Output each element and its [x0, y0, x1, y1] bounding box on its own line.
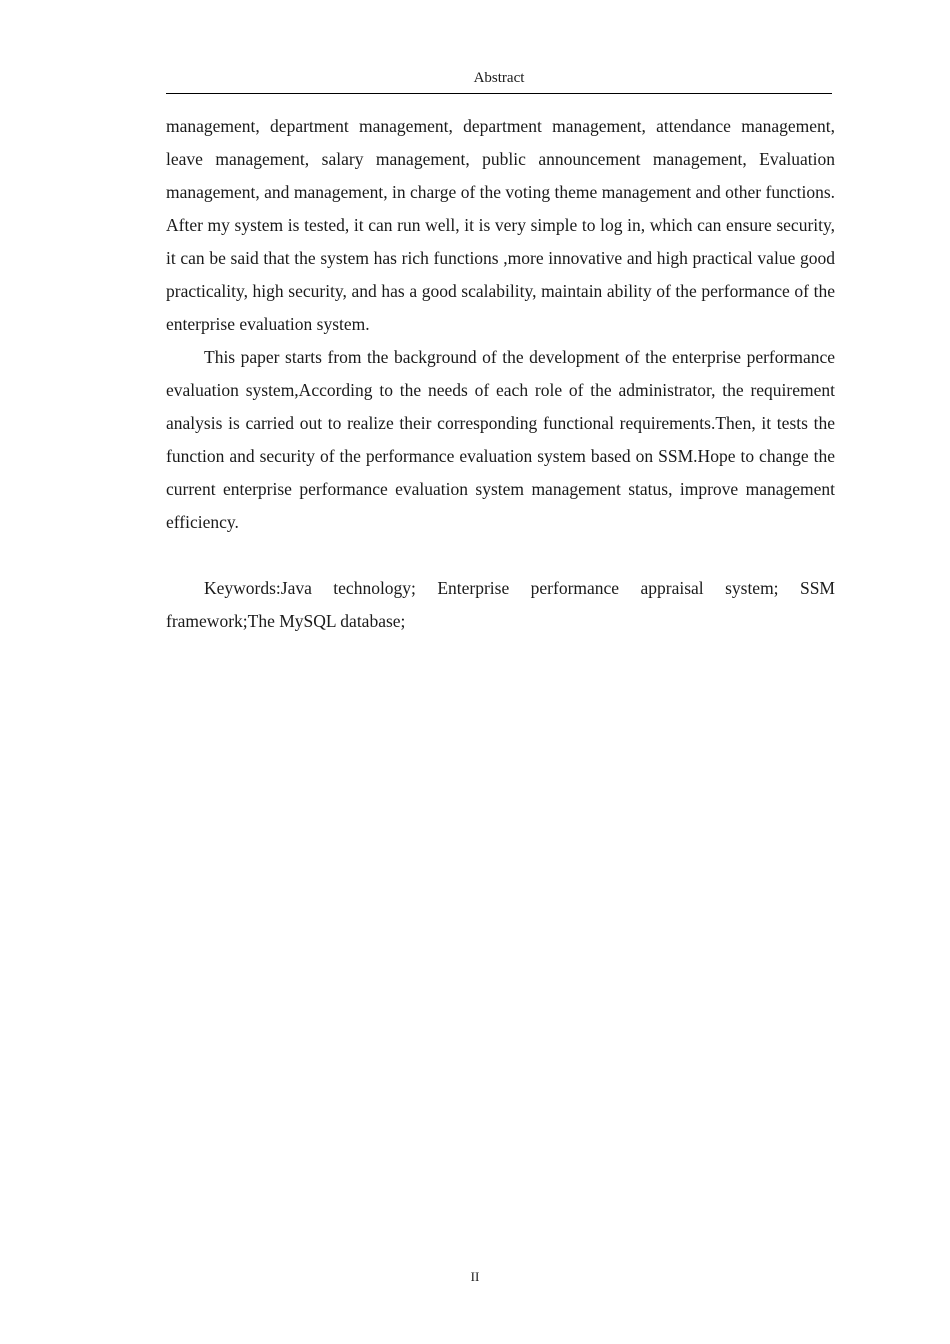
page-number-text: II — [470, 1269, 480, 1284]
paragraph-background: This paper starts from the background of the development of the enterprise performance evaluation system,According to the needs of each role of the administrator, the requirement analysis is carried out to realize their corresponding functional requirements.Then, it tests the function and security of the performance evaluation system based on SSM.Hope to change the current enterprise performance evaluation system management status, improve management efficiency. — [166, 347, 835, 532]
abstract-body — [166, 110, 835, 638]
header-title: Abstract — [473, 70, 525, 86]
page-header — [166, 68, 832, 94]
keywords-line: Keywords:Java technology; Enterprise performance appraisal system; SSM framework;The MySQL database; — [166, 578, 835, 631]
page-number — [0, 1268, 950, 1286]
paragraph-continuation: management, department management, department management, attendance management, leave management, salary management, public announcement management, Evaluation management, and management, in charge of the voting theme management and other functions. After my system is tested, it can run well, it is very simple to log in, which can ensure security, it can be said that the system has rich functions ,more innovative and high practical value good practicality, high security, and has a good scalability, maintain ability of the performance of the enterprise evaluation system. — [166, 116, 835, 334]
